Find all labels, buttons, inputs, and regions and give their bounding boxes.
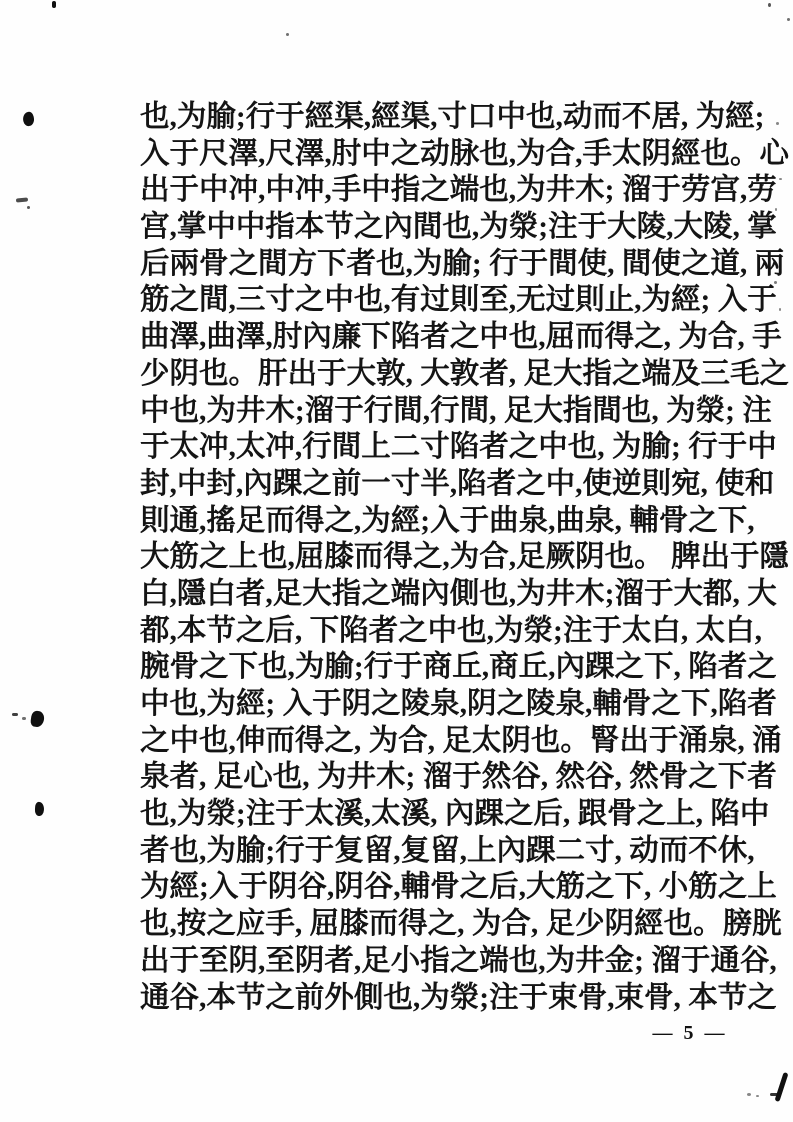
text-line: 少阴也。肝出于大敦, 大敦者, 足大指之端及三毛之 [140,357,790,390]
ink-speck [768,3,771,7]
ink-speck [774,281,777,284]
text-line: 入于尺澤,尺澤,肘中之动脉也,为合,手太阴經也。心 [140,137,790,170]
text-line: 也,为滎;注于太溪,太溪, 內踝之后, 跟骨之上, 陷中 [140,798,770,831]
text-line: 宫,掌中中指本节之內間也,为滎;注于大陵,大陵, 掌 [140,211,777,244]
text-line: 腕骨之下也,为腧;行于商丘,商丘,內踝之下, 陷者之 [140,651,777,684]
ink-speck [12,713,18,716]
text-line: 曲澤,曲澤,肘內廉下陷者之中也,屈而得之, 为合, 手 [140,321,782,354]
ink-speck [775,208,777,211]
ink-speck [52,1,56,8]
text-line: 出于至阴,至阴者,足小指之端也,为井金; 溜于通谷, [140,944,777,977]
page-number: — 5 — [652,1022,728,1044]
ink-speck [776,122,779,125]
text-line: 筋之間,三寸之中也,有过則至,无过則止,为經; 入于 [140,284,777,317]
text-line: 于太冲,太冲,行間上二寸陷者之中也, 为腧; 行于中 [140,431,777,464]
ink-speck [747,1093,751,1096]
text-line: 則通,搖足而得之,为經;入于曲泉,曲泉, 輔骨之下, [140,504,755,537]
text-line: 中也,为經; 入于阴之陵泉,阴之陵泉,輔骨之下,陷者 [140,688,777,720]
text-line: 通谷,本节之前外側也,为滎;注于束骨,束骨, 本节之 [140,981,777,1014]
ink-speck [787,18,790,21]
ink-blot [35,802,45,817]
ink-blot [30,710,45,728]
ink-blot [22,111,36,127]
text-line: 者也,为腧;行于复留,复留,上內踝二寸, 动而不休, [140,834,755,867]
text-line: 之中也,伸而得之, 为合, 足太阴也。腎出于涌泉, 涌 [140,724,782,757]
ink-speck [22,717,26,720]
text-line: 都,本节之后, 下陷者之中也,为滎;注于太白, 太白, [140,614,762,647]
ink-speck [779,308,781,311]
text-line: 也,为腧;行于經渠,經渠,寸口中也,动而不居, 为經; [140,101,765,133]
ink-speck [286,33,289,36]
text-line: 白,隱白者,足大指之端內側也,为井木;溜于大都, 大 [140,577,777,610]
text-line: 为經;入于阴谷,阴谷,輔骨之后,大筋之下, 小筋之上 [140,871,777,904]
text-line: 中也,为井木;溜于行間,行間, 足大指間也, 为滎; 注 [140,394,772,427]
text-line: 封,中封,內踝之前一寸半,陷者之中,使逆則宛, 使和 [140,467,775,500]
text-line: 泉者, 足心也, 为井木; 溜于然谷, 然谷, 然骨之下者 [140,761,777,794]
text-line: 也,按之应手, 屈膝而得之, 为合, 足少阴經也。膀胱 [140,908,782,941]
text-block [140,99,790,1016]
ink-speck [16,197,28,202]
ink-speck [27,206,30,209]
ink-speck [756,1095,759,1097]
text-line: 后兩骨之間方下者也,为腧; 行于間使, 間使之道, 兩 [140,247,785,280]
ink-speck [770,1093,779,1096]
text-line: 大筋之上也,屈膝而得之,为合,足厥阴也。 脾出于隱 [140,541,790,574]
text-line: 出于中冲,中冲,手中指之端也,为井木; 溜于劳宫,劳 [140,174,777,207]
ink-speck [779,178,782,180]
pen-stroke [774,1072,788,1102]
